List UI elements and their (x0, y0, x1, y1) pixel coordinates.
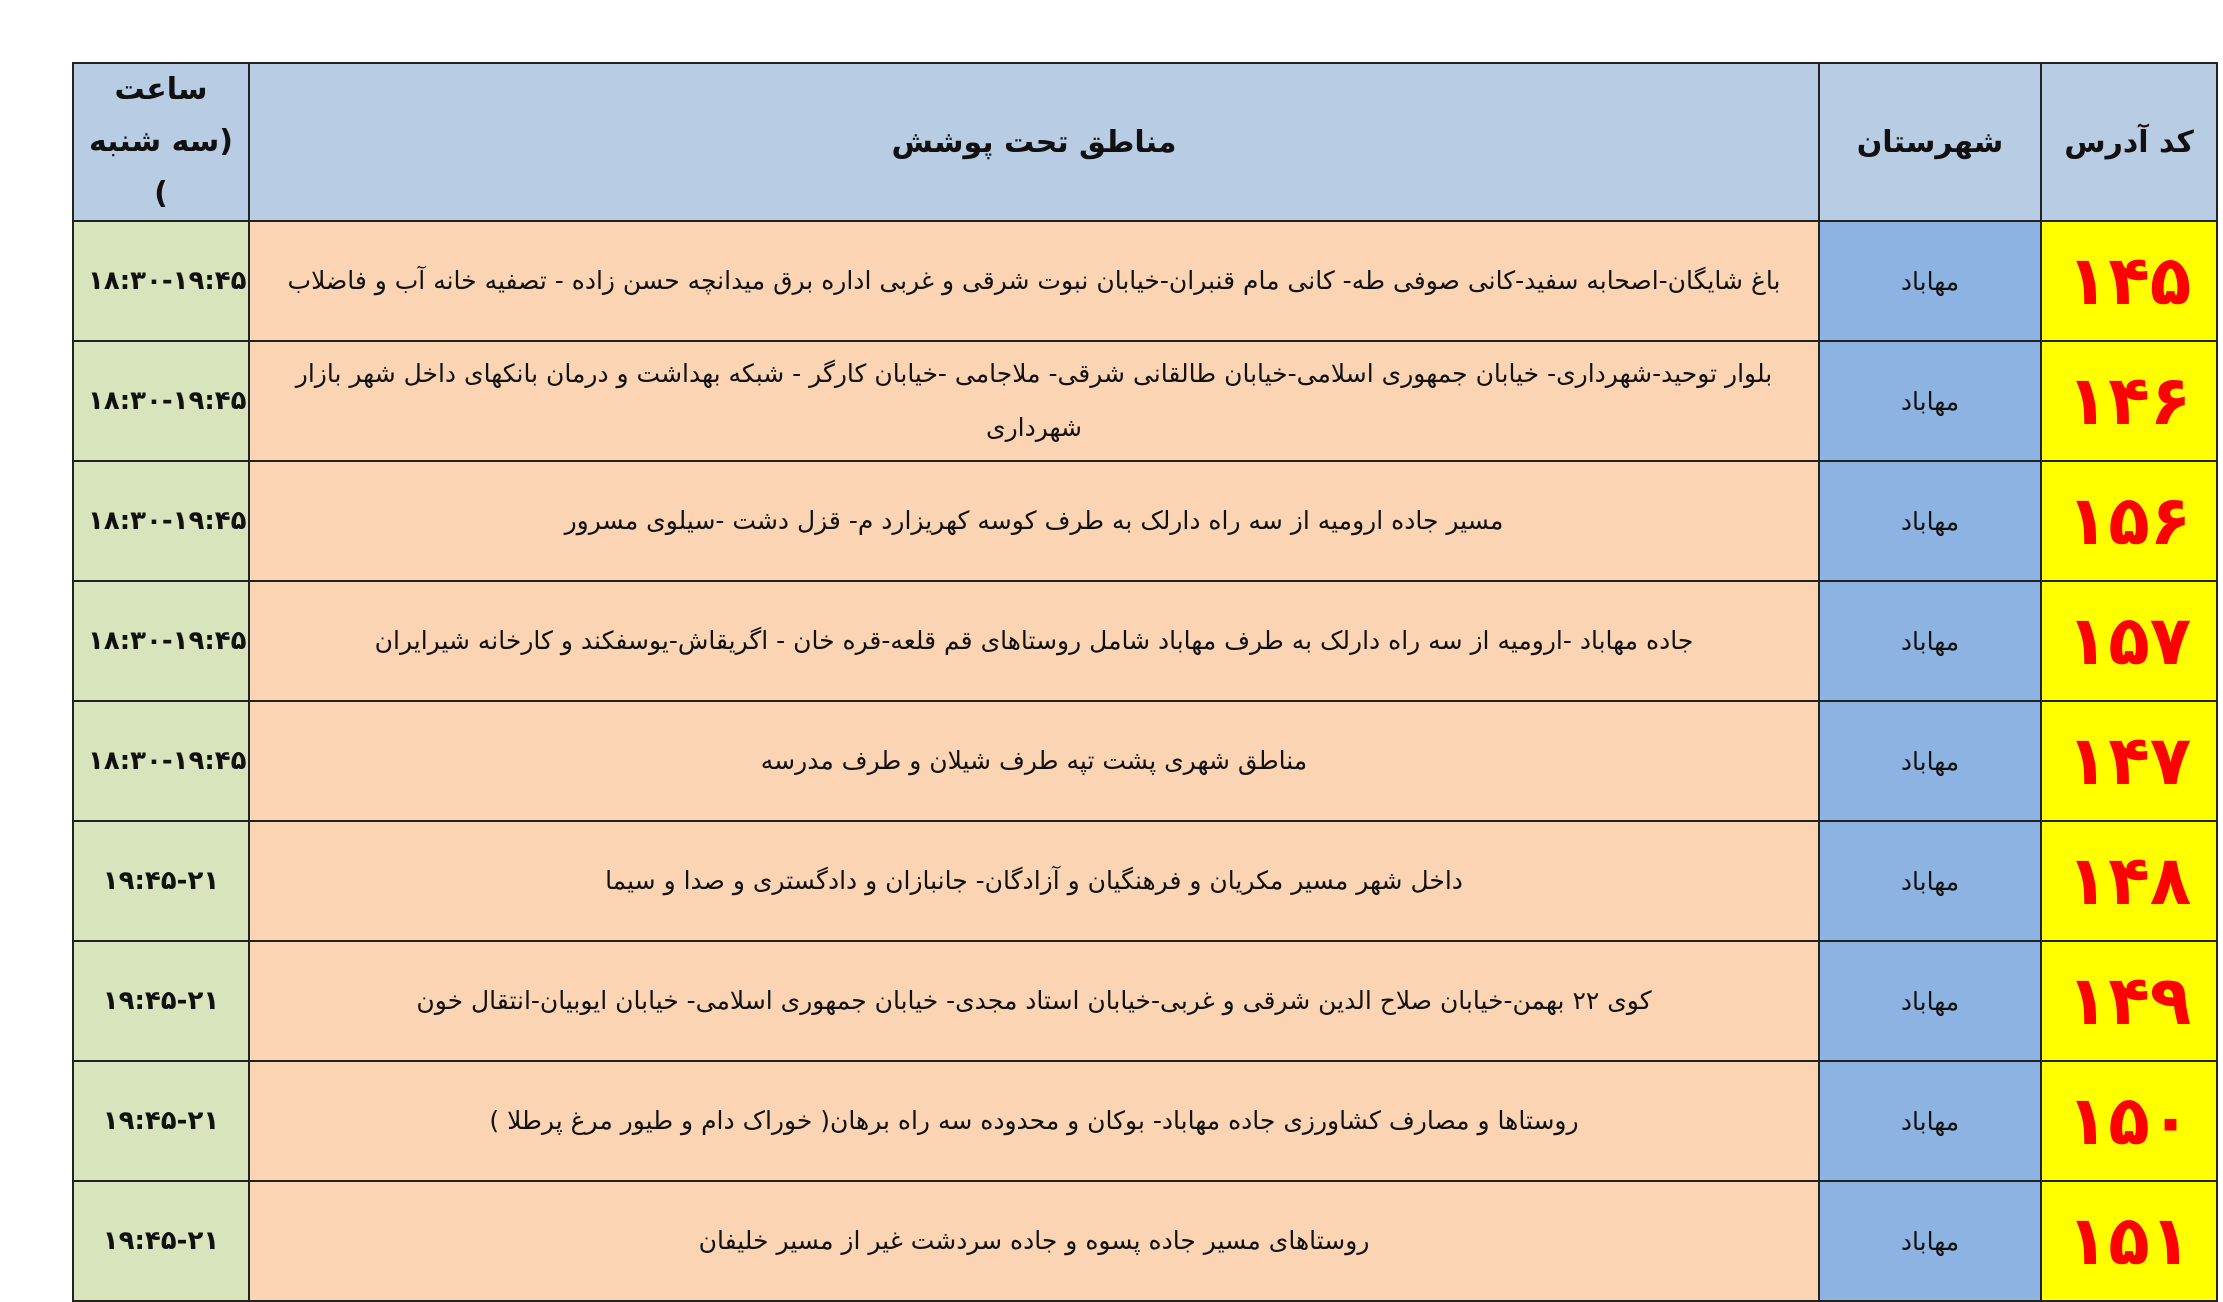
address-code-cell: ۱۴۷ (2041, 701, 2217, 821)
covered-areas-cell: باغ شایگان-اصحابه سفید-کانی صوفی طه- کانی مام قنبران-خیابان نبوت شرقی و غربی اداره برق میدانچه حسن زاده - تصفیه خانه آب و فاضلاب (249, 221, 1819, 341)
address-code-cell: ۱۴۵ (2041, 221, 2217, 341)
table-row (73, 1061, 2217, 1181)
header-covered-areas: مناطق تحت پوشش (249, 63, 1819, 221)
covered-areas-cell: جاده مهاباد -ارومیه از سه راه دارلک به طرف مهاباد شامل روستاهای قم قلعه-قره خان - اگریقاش-یوسفکند و کارخانه شیرایران (249, 581, 1819, 701)
covered-areas-cell: کوی ۲۲ بهمن-خیابان صلاح الدین شرقی و غربی-خیابان استاد مجدی- خیابان جمهوری اسلامی- خیابان ایوبیان-انتقال خون (249, 941, 1819, 1061)
time-range-cell: ۱۸:۳۰-۱۹:۴۵ (73, 461, 249, 581)
table-header-row (73, 63, 2217, 221)
covered-areas-cell: روستاها و مصارف کشاورزی جاده مهاباد- بوکان و محدوده سه راه برهان( خوراک دام و طیور مرغ پرطلا ) (249, 1061, 1819, 1181)
table-row (73, 941, 2217, 1061)
table-row (73, 221, 2217, 341)
table-row (73, 1181, 2217, 1301)
covered-areas-cell: مسیر جاده ارومیه از سه راه دارلک به طرف کوسه کهریزارد م- قزل دشت -سیلوی مسرور (249, 461, 1819, 581)
address-code-cell: ۱۴۹ (2041, 941, 2217, 1061)
address-code-cell: ۱۵۱ (2041, 1181, 2217, 1301)
time-range-cell: ۱۹:۴۵-۲۱ (73, 821, 249, 941)
table-row (73, 341, 2217, 461)
covered-areas-cell: بلوار توحید-شهرداری- خیابان جمهوری اسلامی-خیابان طالقانی شرقی- ملاجامی -خیابان کارگر - شبکه بهداشت و درمان بانکهای داخل شهر بازار شهرداری (249, 341, 1819, 461)
outage-schedule-table (72, 62, 2218, 1302)
address-code-cell: ۱۵۰ (2041, 1061, 2217, 1181)
covered-areas-cell: روستاهای مسیر جاده پسوه و جاده سردشت غیر از مسیر خلیفان (249, 1181, 1819, 1301)
time-range-cell: ۱۸:۳۰-۱۹:۴۵ (73, 701, 249, 821)
county-cell: مهاباد (1819, 821, 2041, 941)
county-cell: مهاباد (1819, 701, 2041, 821)
address-code-cell: ۱۵۶ (2041, 461, 2217, 581)
header-address-code: کد آدرس (2041, 63, 2217, 221)
table-body (73, 221, 2217, 1301)
header-time: ساعت (سه شنبه ) (73, 63, 249, 221)
county-cell: مهاباد (1819, 1181, 2041, 1301)
county-cell: مهاباد (1819, 461, 2041, 581)
table-row (73, 461, 2217, 581)
county-cell: مهاباد (1819, 1061, 2041, 1181)
table-row (73, 581, 2217, 701)
covered-areas-cell: داخل شهر مسیر مکریان و فرهنگیان و آزادگان- جانبازان و دادگستری و صدا و سیما (249, 821, 1819, 941)
table-row (73, 821, 2217, 941)
address-code-cell: ۱۴۶ (2041, 341, 2217, 461)
county-cell: مهاباد (1819, 581, 2041, 701)
covered-areas-cell: مناطق شهری پشت تپه طرف شیلان و طرف مدرسه (249, 701, 1819, 821)
county-cell: مهاباد (1819, 221, 2041, 341)
time-range-cell: ۱۸:۳۰-۱۹:۴۵ (73, 341, 249, 461)
address-code-cell: ۱۵۷ (2041, 581, 2217, 701)
time-range-cell: ۱۸:۳۰-۱۹:۴۵ (73, 221, 249, 341)
county-cell: مهاباد (1819, 341, 2041, 461)
header-county: شهرستان (1819, 63, 2041, 221)
time-range-cell: ۱۹:۴۵-۲۱ (73, 1061, 249, 1181)
address-code-cell: ۱۴۸ (2041, 821, 2217, 941)
time-range-cell: ۱۹:۴۵-۲۱ (73, 941, 249, 1061)
table-row (73, 701, 2217, 821)
time-range-cell: ۱۹:۴۵-۲۱ (73, 1181, 249, 1301)
county-cell: مهاباد (1819, 941, 2041, 1061)
time-range-cell: ۱۸:۳۰-۱۹:۴۵ (73, 581, 249, 701)
